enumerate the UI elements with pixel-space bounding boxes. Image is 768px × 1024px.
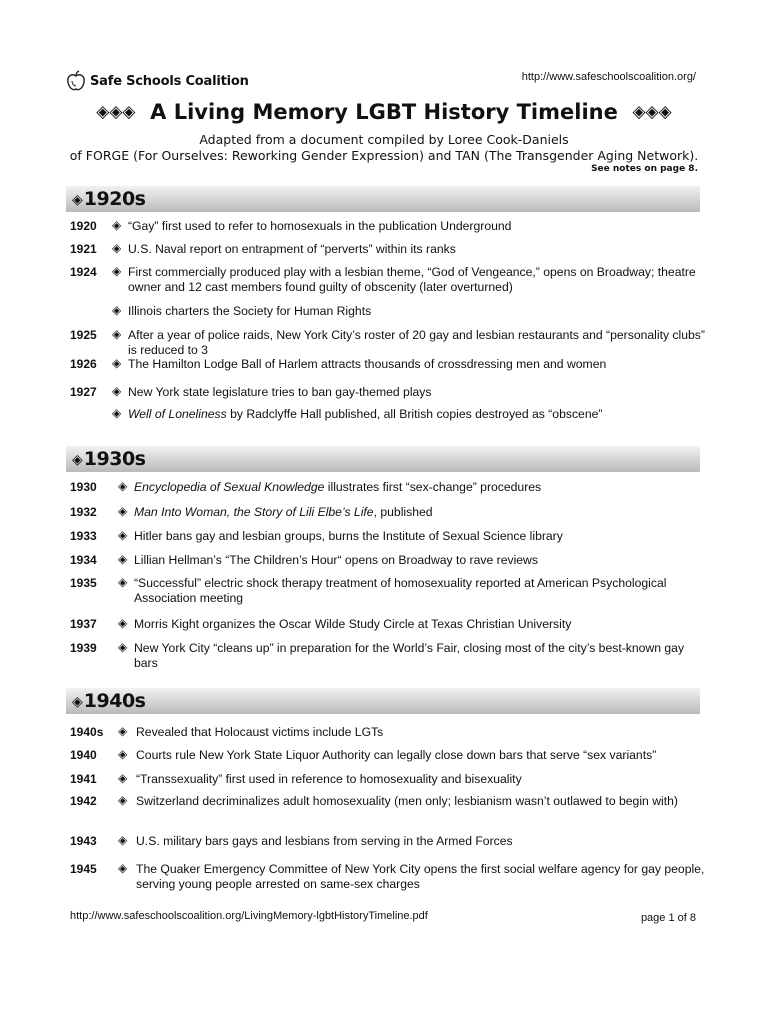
entry-text: After a year of police raids, New York City’s roster of 20 gay and lesbian restaurants and “personality clubs” is reduced to 3 <box>128 328 705 357</box>
diamond-bullet-icon: ◈ <box>118 861 128 875</box>
diamond-bullet-icon: ◈ <box>112 218 122 232</box>
entry-text-rest: , published <box>373 505 433 519</box>
diamond-bullet-icon: ◈ <box>118 575 128 589</box>
entry-year: 1937 <box>70 617 97 631</box>
entry-year: 1934 <box>70 553 97 567</box>
entry-text: Revealed that Holocaust victims include LGTs <box>136 725 384 739</box>
entry-text: New York City “cleans up” in preparation for the World’s Fair, closing most of the city’s best-known gay bars <box>134 641 685 670</box>
entry-text: The Hamilton Lodge Ball of Harlem attracts thousands of crossdressing men and women <box>128 357 607 371</box>
entry-year: 1941 <box>70 772 97 786</box>
diamond-bullet-icon: ◈ <box>112 356 122 370</box>
diamond-bullet-icon: ◈ <box>118 616 128 630</box>
entry-year: 1940 <box>70 748 97 762</box>
diamond-bullet-icon: ◈ <box>118 747 128 761</box>
entry-text: Illinois charters the Society for Human Rights <box>128 304 372 318</box>
section-label: 1930s <box>83 448 146 470</box>
diamond-bullet-icon: ◈ <box>118 833 128 847</box>
diamond-bullet-icon: ◈ <box>118 479 128 493</box>
notes-reference: See notes on page 8. <box>591 164 698 174</box>
entry-text: Switzerland decriminalizes adult homosexuality (men only; lesbianism wasn’t outlawed to begin with) <box>136 794 678 808</box>
title-ornament-right-icon: ◈◈◈ <box>632 102 672 122</box>
entry-year: 1940s <box>70 725 104 739</box>
title-text: A Living Memory LGBT History Timeline <box>150 100 618 124</box>
diamond-bullet-icon: ◈ <box>112 303 122 317</box>
entry-text: The Quaker Emergency Committee of New York City opens the first social welfare agency for gay people, serving young people arrested on same-sex charges <box>136 862 705 891</box>
entry-text <box>134 505 710 520</box>
entry-text: Hitler bans gay and lesbian groups, burns the Institute of Sexual Science library <box>134 529 563 543</box>
diamond-bullet-icon: ◈ <box>118 528 128 542</box>
entry-text <box>134 480 710 495</box>
logo <box>66 68 249 94</box>
entry-year: 1935 <box>70 576 97 590</box>
diamond-bullet-icon: ◈ <box>118 640 128 654</box>
diamond-bullet-icon: ◈ <box>112 241 122 255</box>
page-number: page 1 of 8 <box>640 912 696 924</box>
section-label: 1940s <box>83 690 146 712</box>
entry-text: U.S. Naval report on entrapment of “perverts” within its ranks <box>128 242 456 256</box>
subtitle-line-1: Adapted from a document compiled by Loree Cook-Daniels <box>199 132 569 147</box>
entry-text: Morris Kight organizes the Oscar Wilde Study Circle at Texas Christian University <box>134 617 572 631</box>
entry-year: 1921 <box>70 242 97 256</box>
entry-text-rest: by Radclyffe Hall published, all British copies destroyed as “obscene” <box>226 407 603 421</box>
diamond-bullet-icon: ◈ <box>118 771 128 785</box>
entry-year: 1945 <box>70 862 97 876</box>
section-header-1930s <box>66 446 700 472</box>
diamond-bullet-icon: ◈ <box>118 552 128 566</box>
entry-text: New York state legislature tries to ban gay-themed plays <box>128 385 432 399</box>
entry-text: Courts rule New York State Liquor Authority can legally close down bars that serve “sex variants” <box>136 748 657 762</box>
book-title: Well of Loneliness <box>128 407 227 421</box>
footer-url[interactable]: http://www.safeschoolscoalition.org/LivingMemory-lgbtHistoryTimeline.pdf <box>70 910 428 922</box>
entry-text: First commercially produced play with a lesbian theme, “God of Vengeance,” opens on Broadway; theatre owner and 12 cast members found guilty of obscenity (later overturned) <box>128 265 696 294</box>
entry-text <box>128 407 710 422</box>
entry-text: U.S. military bars gays and lesbians from serving in the Armed Forces <box>136 834 513 848</box>
entry-year: 1927 <box>70 385 97 399</box>
entry-year: 1926 <box>70 357 97 371</box>
diamond-bullet-icon: ◈ <box>118 504 128 518</box>
diamond-icon: ◈ <box>72 692 83 709</box>
diamond-icon: ◈ <box>72 190 83 207</box>
diamond-bullet-icon: ◈ <box>112 327 122 341</box>
diamond-bullet-icon: ◈ <box>112 264 122 278</box>
book-title: Encyclopedia of Sexual Knowledge <box>134 480 325 494</box>
entry-year: 1942 <box>70 794 97 808</box>
entry-year: 1939 <box>70 641 97 655</box>
entry-text: “Transsexuality” first used in reference to homosexuality and bisexuality <box>136 772 522 786</box>
diamond-bullet-icon: ◈ <box>112 406 122 420</box>
entry-text: Lillian Hellman’s “The Children’s Hour“ opens on Broadway to rave reviews <box>134 553 538 567</box>
entry-text: “Gay” first used to refer to homosexuals in the publication Underground <box>128 219 512 233</box>
header-url[interactable]: http://www.safeschoolscoalition.org/ <box>521 71 696 83</box>
entry-year: 1933 <box>70 529 97 543</box>
apple-icon <box>66 70 86 92</box>
entry-text-rest: illustrates first “sex-change” procedures <box>324 480 542 494</box>
diamond-bullet-icon: ◈ <box>112 384 122 398</box>
section-header-1920s <box>66 186 700 212</box>
page-title <box>0 100 768 124</box>
diamond-icon: ◈ <box>72 450 83 467</box>
entry-year: 1930 <box>70 480 97 494</box>
logo-text: Safe Schools Coalition <box>90 73 249 89</box>
book-title: Man Into Woman, the Story of Lili Elbe’s Life <box>134 505 374 519</box>
section-label: 1920s <box>83 188 146 210</box>
entry-year: 1920 <box>70 219 97 233</box>
diamond-bullet-icon: ◈ <box>118 793 128 807</box>
diamond-bullet-icon: ◈ <box>118 724 128 738</box>
entry-text: “Successful” electric shock therapy treatment of homosexuality reported at American Psychological Association meeting <box>134 576 667 605</box>
section-header-1940s <box>66 688 700 714</box>
entry-year: 1924 <box>70 265 97 279</box>
title-ornament-left-icon: ◈◈◈ <box>96 102 136 122</box>
entry-year: 1943 <box>70 834 97 848</box>
subtitle-line-2: of FORGE (For Ourselves: Reworking Gender Expression) and TAN (The Transgender Aging Network). <box>69 148 699 163</box>
entry-year: 1925 <box>70 328 97 342</box>
entry-year: 1932 <box>70 505 97 519</box>
